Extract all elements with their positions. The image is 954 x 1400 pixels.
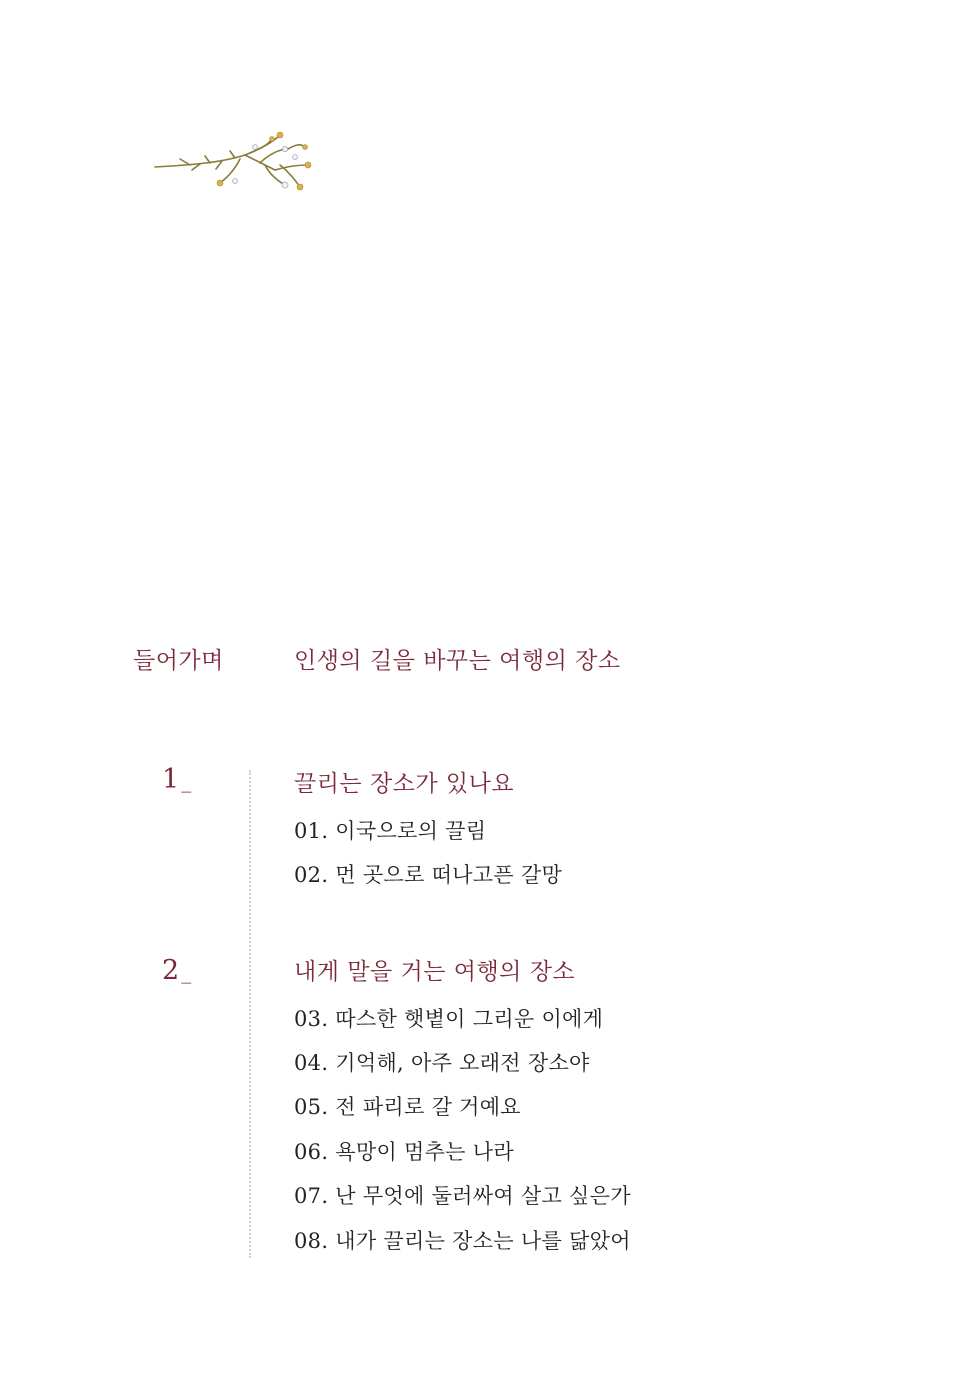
toc-entry[interactable]: 01. 이국으로의 끌림 [294,819,487,843]
toc-entry[interactable]: 02. 먼 곳으로 떠나고픈 갈망 [294,863,563,887]
part-2-number: 2 _ [162,955,192,986]
toc-entry[interactable]: 04. 기억해, 아주 오래전 장소야 [294,1051,590,1075]
toc-entry[interactable]: 05. 전 파리로 갈 거예요 [294,1095,521,1119]
toc-entry[interactable]: 07. 난 무엇에 둘러싸여 살고 싶은가 [294,1184,631,1208]
part-1-title[interactable]: 끌리는 장소가 있나요 [294,771,515,797]
part-2-title[interactable]: 내게 말을 거는 여행의 장소 [294,959,576,985]
intro-label: 들어가며 [133,648,224,674]
toc-divider [249,770,251,1258]
part-1-number: 1 _ [162,764,192,795]
dried-flower-sprig-icon [150,125,325,205]
toc-entry[interactable]: 03. 따스한 햇볕이 그리운 이에게 [294,1007,604,1031]
intro-title[interactable]: 인생의 길을 바꾸는 여행의 장소 [294,648,621,674]
toc-entry[interactable]: 06. 욕망이 멈추는 나라 [294,1140,514,1164]
toc-entry[interactable]: 08. 내가 끌리는 장소는 나를 닮았어 [294,1229,631,1253]
